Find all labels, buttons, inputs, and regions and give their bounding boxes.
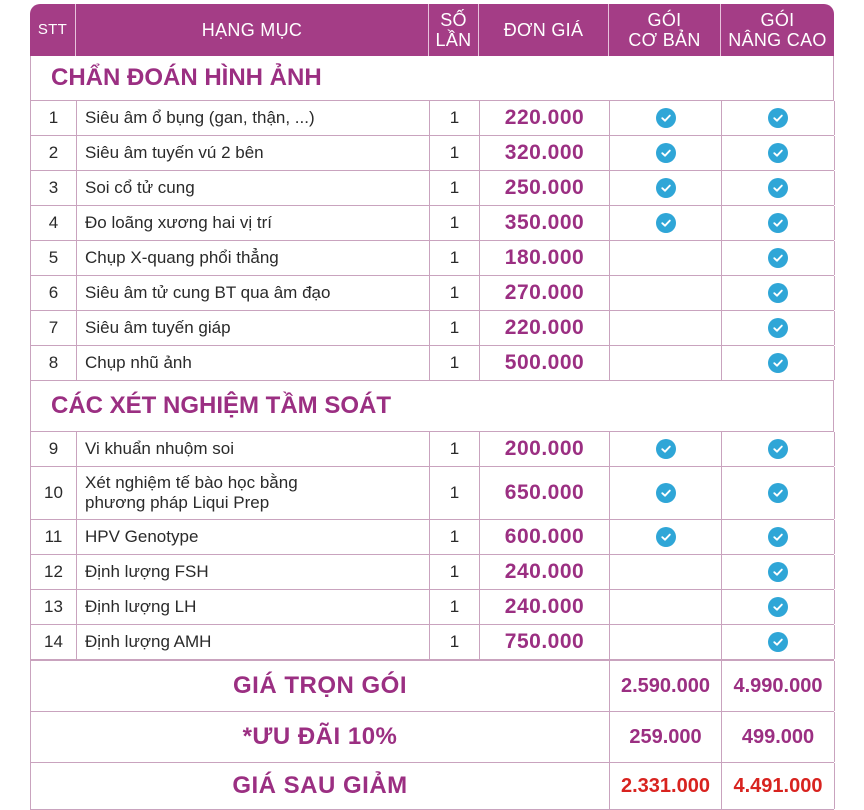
table-row [30, 205, 834, 240]
row-name: Định lượng FSH [77, 555, 430, 589]
table-row [30, 519, 834, 554]
check-icon [768, 353, 788, 373]
row-price: 270.000 [480, 276, 610, 310]
row-basic-cell [610, 241, 722, 275]
row-qty: 1 [430, 467, 480, 519]
row-qty: 1 [430, 520, 480, 554]
check-icon [768, 178, 788, 198]
table-row [30, 135, 834, 170]
table-row [30, 170, 834, 205]
row-qty: 1 [430, 555, 480, 589]
row-basic-cell [610, 171, 722, 205]
row-advanced-cell [722, 555, 835, 589]
row-stt: 8 [31, 346, 77, 380]
row-advanced-cell [722, 206, 835, 240]
row-name: Chụp nhũ ảnh [77, 346, 430, 380]
row-basic-cell [610, 625, 722, 659]
check-icon [768, 108, 788, 128]
row-basic-cell [610, 346, 722, 380]
row-stt: 14 [31, 625, 77, 659]
row-stt: 12 [31, 555, 77, 589]
check-icon [768, 597, 788, 617]
check-icon [656, 143, 676, 163]
table-row [30, 100, 834, 135]
row-price: 200.000 [480, 432, 610, 466]
table-row [30, 240, 834, 275]
header-basic: GÓI CƠ BẢN [609, 4, 721, 56]
row-stt: 2 [31, 136, 77, 170]
row-name: Siêu âm tuyến giáp [77, 311, 430, 345]
table-row [30, 310, 834, 345]
row-stt: 5 [31, 241, 77, 275]
check-icon [656, 483, 676, 503]
row-qty: 1 [430, 171, 480, 205]
row-stt: 4 [31, 206, 77, 240]
row-basic-cell [610, 276, 722, 310]
check-icon [768, 439, 788, 459]
row-stt: 1 [31, 101, 77, 135]
row-price: 500.000 [480, 346, 610, 380]
row-name: Siêu âm tuyến vú 2 bên [77, 136, 430, 170]
header-stt: STT [30, 4, 76, 56]
row-advanced-cell [722, 171, 835, 205]
row-advanced-cell [722, 625, 835, 659]
row-stt: 6 [31, 276, 77, 310]
check-icon [656, 178, 676, 198]
discount-label: *ƯU ĐÃI 10% [31, 712, 610, 762]
row-basic-cell [610, 590, 722, 624]
check-icon [656, 439, 676, 459]
total-package-advanced: 4.990.000 [722, 661, 835, 711]
row-price: 650.000 [480, 467, 610, 519]
row-basic-cell [610, 311, 722, 345]
header-price: ĐƠN GIÁ [479, 4, 609, 56]
row-stt: 13 [31, 590, 77, 624]
check-icon [768, 483, 788, 503]
row-basic-cell [610, 555, 722, 589]
check-icon [768, 318, 788, 338]
price-table [30, 4, 834, 810]
row-basic-cell [610, 206, 722, 240]
check-icon [768, 562, 788, 582]
table-row [30, 345, 834, 381]
check-icon [768, 632, 788, 652]
row-advanced-cell [722, 241, 835, 275]
row-name: Xét nghiệm tế bào học bằng phương pháp Liqui Prep [77, 467, 430, 519]
row-price: 240.000 [480, 555, 610, 589]
discount-advanced: 499.000 [722, 712, 835, 762]
row-advanced-cell [722, 276, 835, 310]
check-icon [768, 143, 788, 163]
row-price: 600.000 [480, 520, 610, 554]
section-title: CHẨN ĐOÁN HÌNH ẢNH [30, 56, 834, 100]
row-price: 320.000 [480, 136, 610, 170]
final-price-advanced: 4.491.000 [722, 763, 835, 809]
row-stt: 7 [31, 311, 77, 345]
row-basic-cell [610, 432, 722, 466]
table-header [30, 4, 834, 56]
row-advanced-cell [722, 467, 835, 519]
check-icon [768, 283, 788, 303]
row-basic-cell [610, 101, 722, 135]
table-row [30, 589, 834, 624]
row-name: Siêu âm tử cung BT qua âm đạo [77, 276, 430, 310]
row-advanced-cell [722, 136, 835, 170]
row-basic-cell [610, 467, 722, 519]
row-price: 180.000 [480, 241, 610, 275]
final-price-row [30, 762, 834, 810]
row-qty: 1 [430, 625, 480, 659]
row-advanced-cell [722, 590, 835, 624]
check-icon [656, 527, 676, 547]
final-price-basic: 2.331.000 [610, 763, 722, 809]
total-package-row [30, 660, 834, 711]
check-icon [656, 213, 676, 233]
row-qty: 1 [430, 346, 480, 380]
row-name: Đo loãng xương hai vị trí [77, 206, 430, 240]
row-qty: 1 [430, 136, 480, 170]
row-advanced-cell [722, 520, 835, 554]
check-icon [768, 527, 788, 547]
row-name: Chụp X-quang phổi thẳng [77, 241, 430, 275]
table-row [30, 624, 834, 660]
check-icon [656, 108, 676, 128]
row-qty: 1 [430, 311, 480, 345]
row-advanced-cell [722, 346, 835, 380]
row-stt: 11 [31, 520, 77, 554]
row-qty: 1 [430, 206, 480, 240]
row-name: Định lượng LH [77, 590, 430, 624]
row-qty: 1 [430, 432, 480, 466]
header-item: HẠNG MỤC [76, 4, 429, 56]
check-icon [768, 248, 788, 268]
row-name: HPV Genotype [77, 520, 430, 554]
row-qty: 1 [430, 276, 480, 310]
discount-row [30, 711, 834, 762]
row-price: 250.000 [480, 171, 610, 205]
header-qty: SỐ LẦN [429, 4, 479, 56]
row-stt: 10 [31, 467, 77, 519]
row-name: Định lượng AMH [77, 625, 430, 659]
row-name: Vi khuẩn nhuộm soi [77, 432, 430, 466]
row-qty: 1 [430, 590, 480, 624]
section-title: CÁC XÉT NGHIỆM TẦM SOÁT [30, 381, 834, 431]
row-qty: 1 [430, 101, 480, 135]
total-package-basic: 2.590.000 [610, 661, 722, 711]
discount-basic: 259.000 [610, 712, 722, 762]
row-advanced-cell [722, 432, 835, 466]
table-row [30, 466, 834, 519]
row-advanced-cell [722, 311, 835, 345]
final-price-label: GIÁ SAU GIẢM [31, 763, 610, 809]
row-basic-cell [610, 520, 722, 554]
row-name: Soi cổ tử cung [77, 171, 430, 205]
row-price: 350.000 [480, 206, 610, 240]
header-advanced: GÓI NÂNG CAO [728, 10, 827, 50]
row-advanced-cell [722, 101, 835, 135]
row-stt: 9 [31, 432, 77, 466]
row-basic-cell [610, 136, 722, 170]
table-row [30, 275, 834, 310]
row-price: 220.000 [480, 311, 610, 345]
row-price: 220.000 [480, 101, 610, 135]
check-icon [768, 213, 788, 233]
row-price: 240.000 [480, 590, 610, 624]
row-price: 750.000 [480, 625, 610, 659]
table-row [30, 554, 834, 589]
row-name: Siêu âm ổ bụng (gan, thận, ...) [77, 101, 430, 135]
total-package-label: GIÁ TRỌN GÓI [31, 661, 610, 711]
row-qty: 1 [430, 241, 480, 275]
table-row [30, 431, 834, 466]
row-stt: 3 [31, 171, 77, 205]
